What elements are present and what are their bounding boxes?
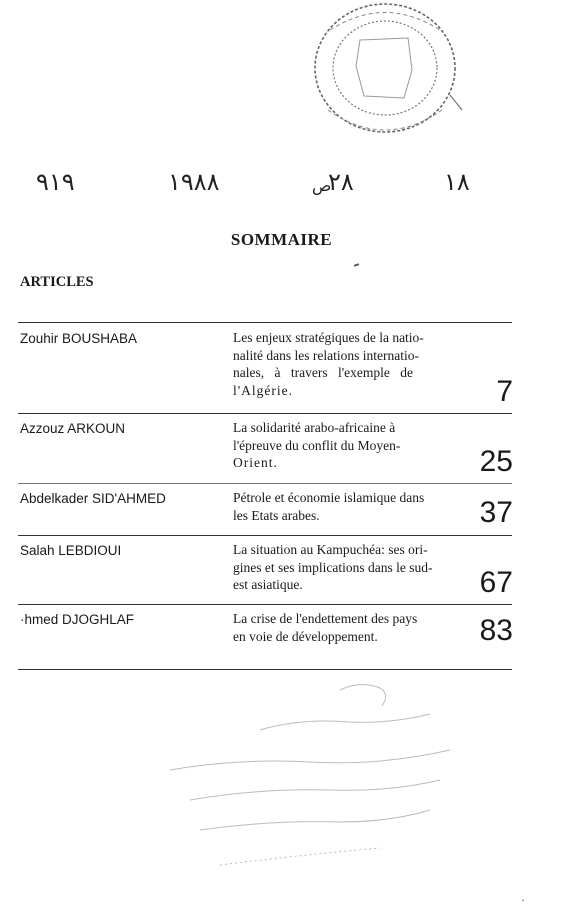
article-title: [233, 610, 469, 645]
article-title-line: nalité dans les relations internatio-: [233, 347, 419, 363]
ink-mark: [354, 263, 359, 267]
handwritten-prefix: ص: [312, 176, 332, 195]
section-heading: ARTICLES: [20, 274, 94, 290]
article-title: [233, 419, 469, 472]
handwritten-number-1: ٩١٩: [36, 168, 75, 196]
page-title: SOMMAIRE: [230, 230, 333, 249]
article-page-number: 7: [496, 375, 513, 408]
article-title-line: La solidarité arabo-africaine à: [233, 420, 396, 435]
article-title-line: La crise de l'endettement des pays: [233, 611, 418, 626]
institution-seal: [300, 0, 470, 160]
table-rule: [18, 483, 512, 484]
table-rule: [18, 604, 512, 605]
article-page-number: 83: [479, 614, 513, 647]
handwritten-number-3: ٢٨: [328, 168, 354, 196]
article-page-number: 25: [479, 445, 513, 478]
article-title-line: l'Algérie.: [233, 382, 294, 398]
article-author: Azzouz ARKOUN: [20, 421, 126, 436]
article-title-line: nales, à travers l'exemple de: [233, 365, 413, 381]
article-title-line: est asiatique.: [233, 577, 303, 593]
handwritten-number-2: ١٩٨٨: [168, 168, 220, 196]
article-author: Zouhir BOUSHABA: [20, 331, 138, 346]
article-title-line: Les enjeux stratégiques de la natio-: [233, 330, 424, 345]
article-title-line: La situation au Kampuchéa: ses ori-: [233, 542, 428, 557]
article-title-line: les Etats arabes.: [233, 507, 320, 523]
article-author: ·hmed DJOGHLAF: [20, 612, 135, 627]
article-title-line: en voie de développement.: [233, 628, 378, 644]
article-title-line: l'épreuve du conflit du Moyen-: [233, 437, 401, 453]
article-page-number: 67: [479, 566, 513, 599]
article-author: Abdelkader SID'AHMED: [20, 491, 166, 506]
article-title-line: Orient.: [233, 455, 278, 471]
handwritten-number-4: ١٨: [444, 168, 470, 196]
article-title-line: gines et ses implications dans le sud-: [233, 559, 433, 575]
page-corner-mark: ·: [521, 893, 525, 907]
article-title-line: Pétrole et économie islamique dans: [233, 490, 425, 505]
article-title: [233, 489, 469, 524]
article-title: [233, 329, 469, 399]
table-rule: [18, 322, 512, 323]
article-author: Salah LEBDIOUI: [20, 543, 122, 558]
table-rule: [18, 535, 512, 536]
article-title: [233, 541, 469, 594]
article-page-number: 37: [479, 496, 513, 529]
faded-stamp: [150, 670, 480, 890]
table-rule: [18, 413, 512, 414]
